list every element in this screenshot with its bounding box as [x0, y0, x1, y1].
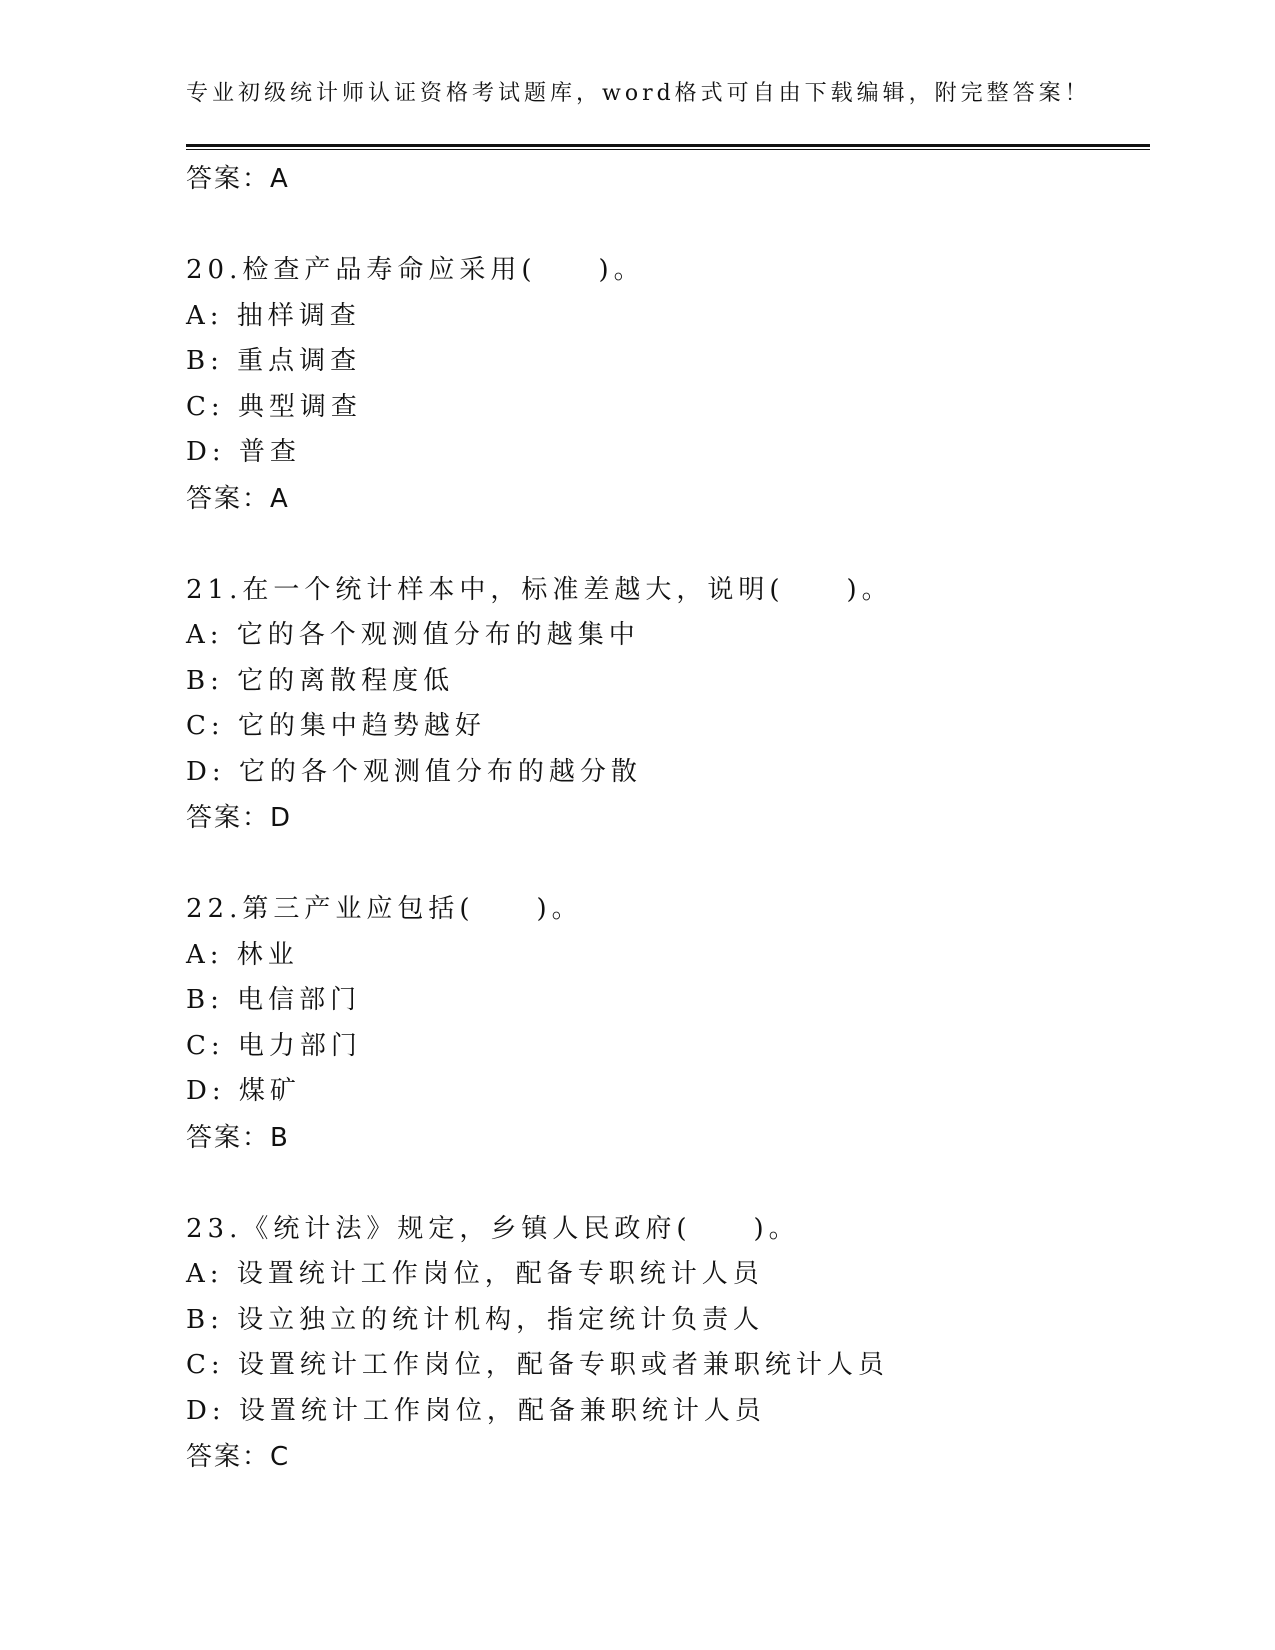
option-a: A: 设置统计工作岗位，配备专职统计人员	[186, 1259, 764, 1289]
question-stem: 23.《统计法》规定，乡镇人民政府( )。	[186, 1213, 800, 1244]
option-a: A: 林业	[186, 939, 299, 970]
option-c: C: 典型调查	[186, 391, 362, 422]
question-stem: 20.检查产品寿命应采用( )。	[186, 255, 645, 285]
option-c: C: 电力部门	[186, 1030, 362, 1061]
option-a: A: 抽样调查	[186, 300, 361, 331]
document-body	[186, 156, 1150, 1480]
answer-line: 答案：B	[186, 1122, 290, 1153]
option-d: D: 煤矿	[186, 1076, 301, 1106]
question-stem: 22.第三产业应包括( )。	[186, 894, 583, 924]
option-b: B: 电信部门	[186, 985, 362, 1015]
question-23	[186, 1207, 1150, 1481]
answer-line: 答案：C	[186, 1442, 291, 1472]
option-c: C: 它的集中趋势越好	[186, 711, 486, 741]
header-rule	[186, 144, 1150, 150]
option-d: D: 设置统计工作岗位，配备兼职统计人员	[186, 1395, 766, 1426]
spacer	[186, 202, 1150, 248]
option-b: B: 重点调查	[186, 346, 362, 376]
option-c: C: 设置统计工作岗位，配备专职或者兼职统计人员	[186, 1350, 889, 1380]
option-b: B: 它的离散程度低	[186, 665, 455, 696]
spacer	[186, 1161, 1150, 1207]
spacer	[186, 522, 1150, 568]
question-21	[186, 568, 1150, 888]
option-d: D: 它的各个观测值分布的越分散	[186, 756, 642, 787]
answer-line: 答案：A	[186, 164, 290, 194]
spacer	[186, 841, 1150, 887]
option-d: D: 普查	[186, 437, 301, 467]
question-20	[186, 248, 1150, 568]
answer-line: 答案：D	[186, 803, 293, 833]
question-22	[186, 887, 1150, 1207]
page-header: 专业初级统计师认证资格考试题库，word格式可自由下载编辑，附完整答案！	[186, 81, 1091, 106]
question-stem: 21.在一个统计样本中，标准差越大，说明( )。	[186, 574, 893, 605]
answer-line: 答案：A	[186, 483, 290, 514]
option-b: B: 设立独立的统计机构，指定统计负责人	[186, 1304, 765, 1335]
option-a: A: 它的各个观测值分布的越集中	[186, 620, 640, 650]
